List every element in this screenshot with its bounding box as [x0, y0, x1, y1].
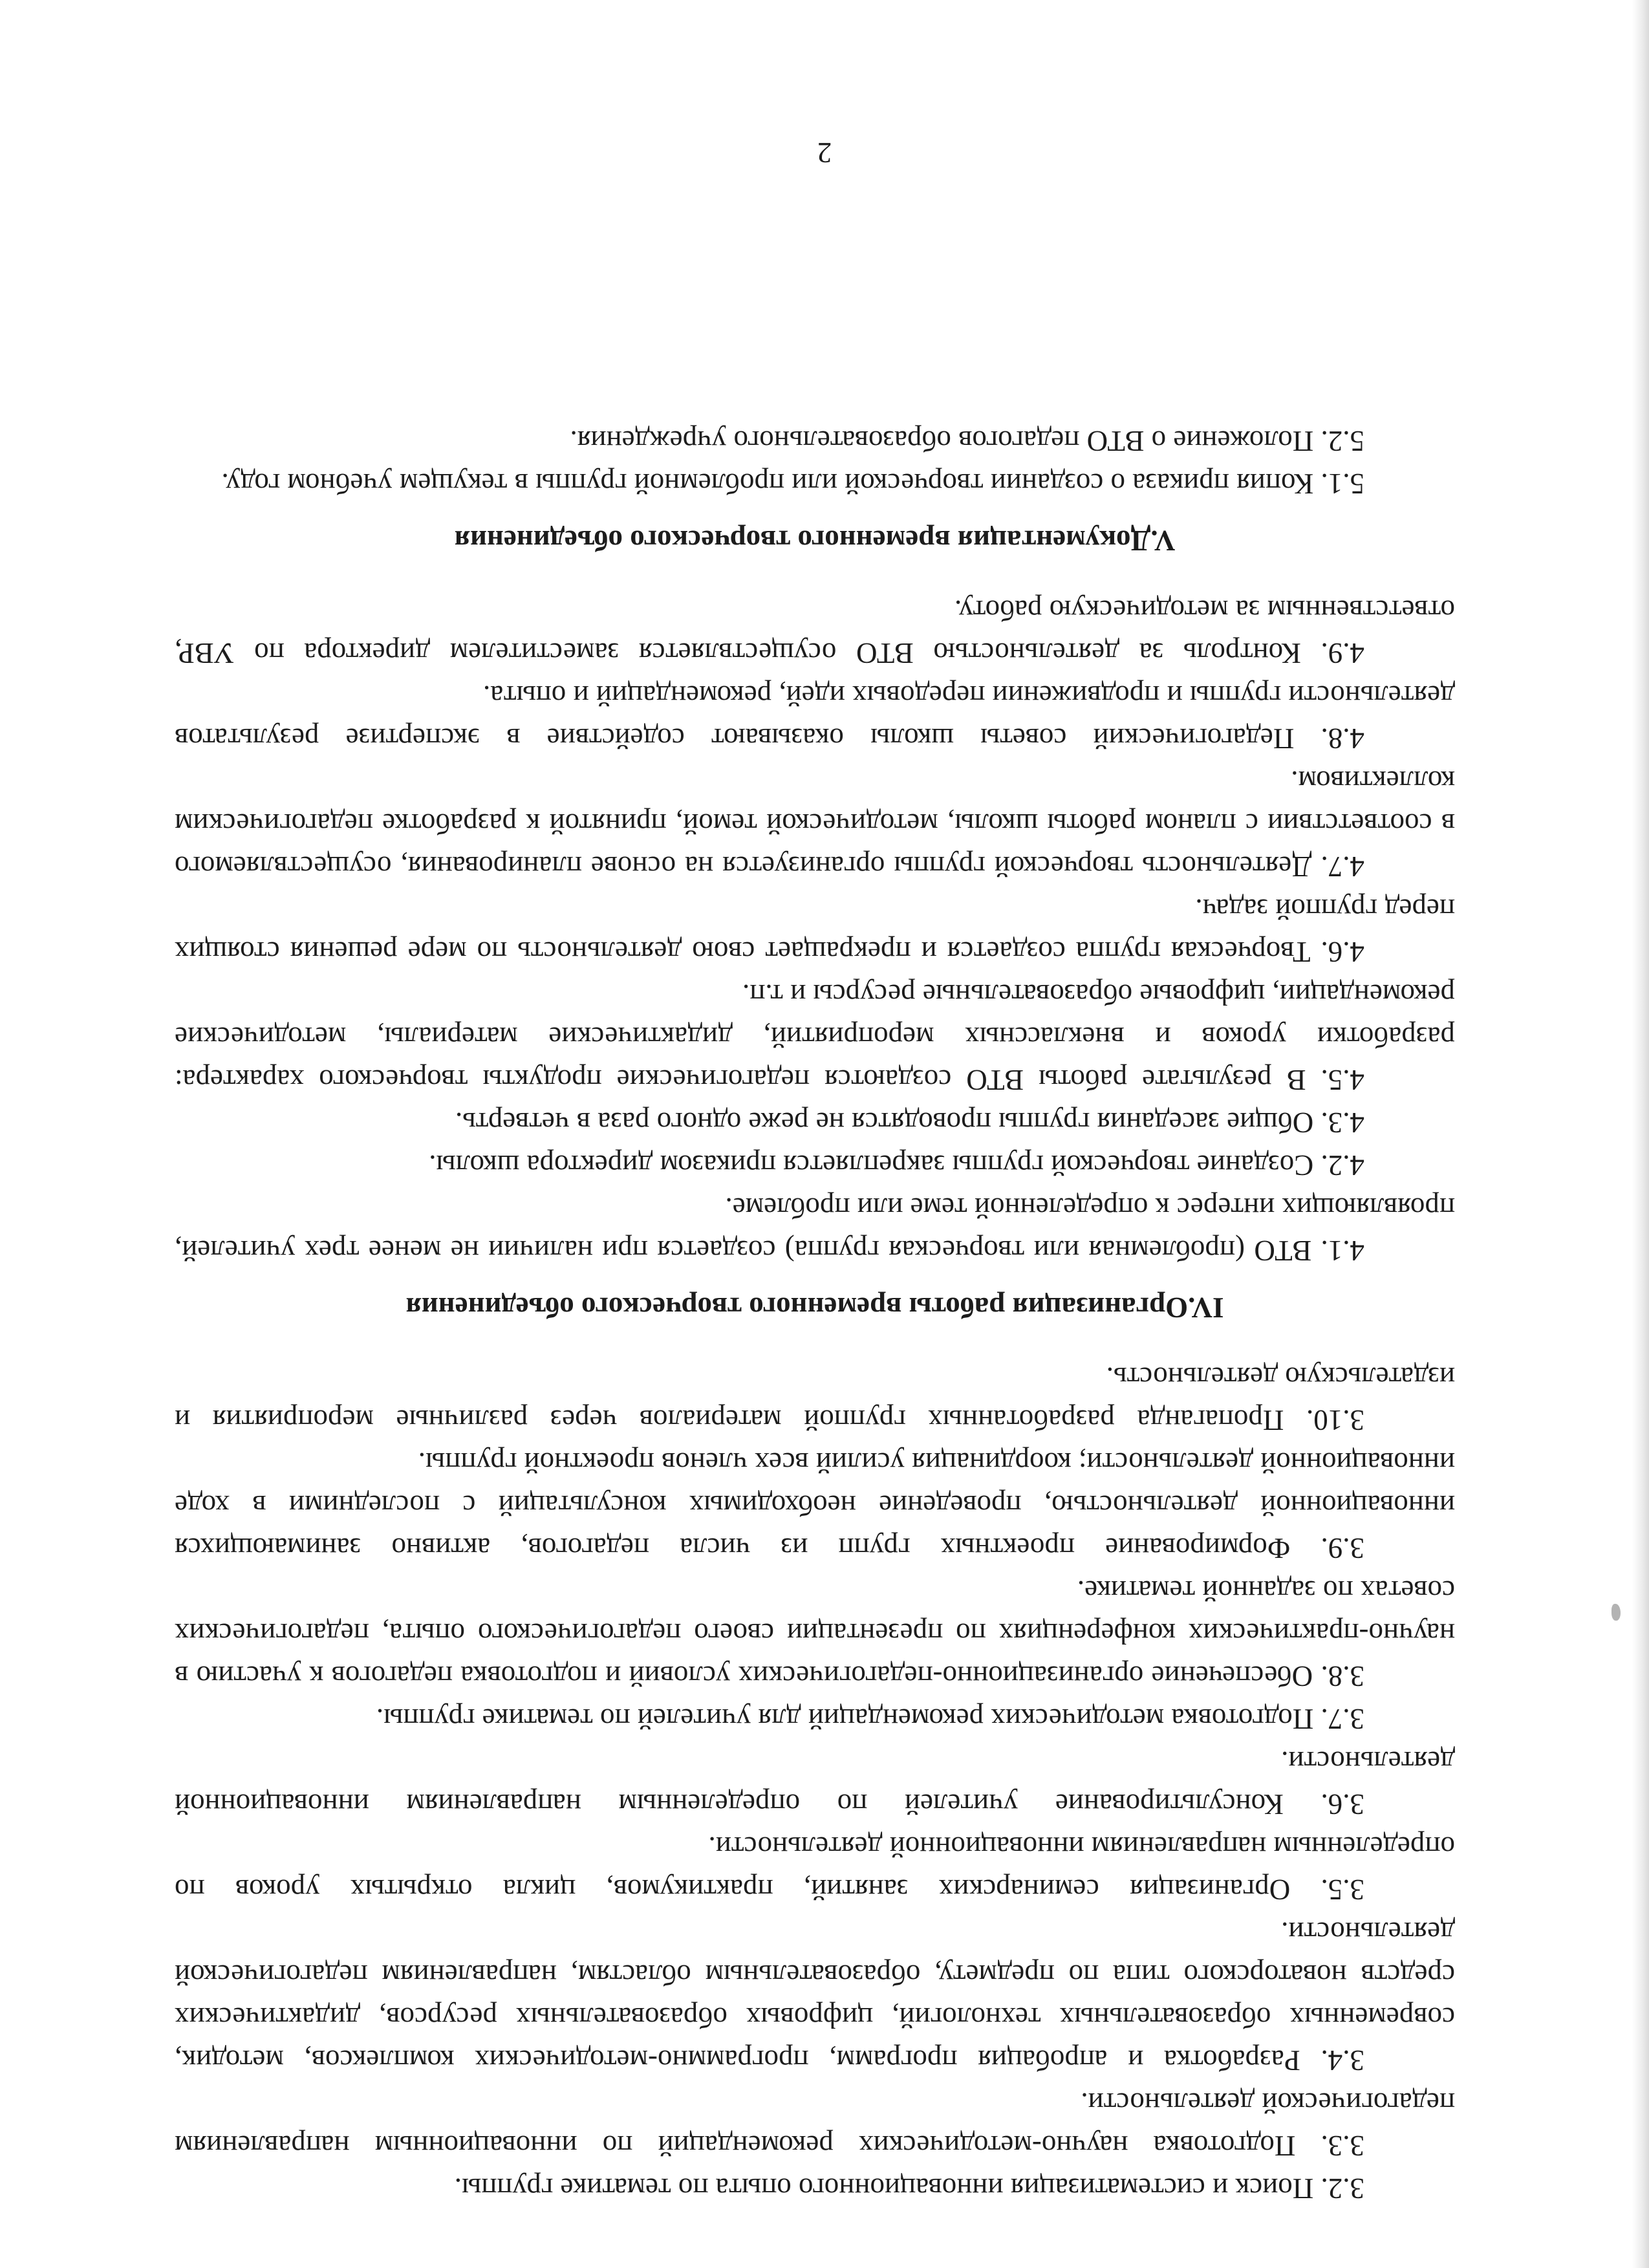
paragraph-4-6: 4.6. Творческая группа создается и прекращает свою деятельность по мере решения стоящих перед группой задач. — [175, 893, 1455, 968]
paragraph-4-3: 4.3. Общие заседания группы проводятся не реже одного раза в четверть. — [455, 1107, 1364, 1139]
paragraph-4-2: 4.2. Создание творческой группы закрепляется приказом директора школы. — [429, 1149, 1364, 1182]
paragraph-4-1: 4.1. ВТО (проблемная или творческая группа) создается при наличии не менее трех учителей, проявляющих интерес к определенной теме или проблеме. — [175, 1192, 1455, 1267]
paragraph-3-10: 3.10. Пропаганда разработанных группой материалов через различные мероприятия и издательскую деятельность. — [175, 1361, 1455, 1436]
paragraph-4-8: 4.8. Педагогический советы школы оказывают содействие в экспертизе результатов деятельности группы и продвижении передовых идей, рекомендаций и опыта. — [175, 680, 1455, 755]
paragraph-3-6: 3.6. Консультирование учителей по определенным направлениям инновационной деятельности. — [175, 1745, 1455, 1820]
paragraph-3-3: 3.3. Подготовка научно-методических рекомендаций по инновационным направлениям педагогической деятельности. — [175, 2087, 1455, 2162]
paragraph-5-2: 5.2. Положение о ВТО педагогов образовательного учреждения. — [570, 425, 1364, 457]
paragraph-4-9: 4.9. Контроль за деятельностью ВТО осуществляется заместителем директора по УВР, ответственным за методическую работу. — [175, 594, 1455, 669]
section-5-heading: V.Документация временного творческого объединения — [454, 524, 1176, 557]
paragraph-4-5: 4.5. В результате работы ВТО создаются педагогические продукты творческого характера: разработки уроков и внеклассных мероприятий, дидактические материалы, методические рекомендации, цифровые образовательные ресурсы и т.п. — [175, 978, 1455, 1096]
paragraph-3-5: 3.5. Организация семинарских занятий, практикумов, цикла открытых уроков по определенным направлениям инновационной деятельности. — [175, 1831, 1455, 1906]
section-4-heading: IV.Организация работы временного творческого объединения — [405, 1291, 1224, 1324]
paragraph-3-8: 3.8. Обеспечение организационно-педагогических условий и подготовка педагогов к участию в научно-практических конференциях по презентации своего педагогического опыта, педагогических советах по заданной тематике. — [175, 1575, 1455, 1692]
document-body — [175, 420, 1455, 2210]
paragraph-3-2: 3.2. Поиск и систематизация инновационного опыта по тематике группы. — [454, 2172, 1364, 2205]
paragraph-3-7: 3.7. Подготовка методических рекомендаций для учителей по тематике группы. — [376, 1703, 1364, 1735]
paragraph-4-7: 4.7. Деятельность творческой группы организуется на основе планирования, осуществляемого в соответствии с планом работы школы, методической темой, принятой к разработке педагогическим коллективом. — [175, 765, 1455, 883]
page-number: 2 — [817, 136, 832, 169]
paragraph-3-4: 3.4. Разработка и апробация программ, программно-методических комплексов, методик, современных образовательных технологий, цифровых образовательных ресурсов, дидактических средств новаторского типа по предмету, образовательным областям, направлениям педагогической деятельности. — [175, 1916, 1455, 2077]
paragraph-3-9: 3.9. Формирование проектных групп из числа педагогов, активно занимающихся инновационной деятельностью, проведение необходимых консультаций с последними в ходе инновационной деятельности; координация усилий всех членов проектной группы. — [175, 1447, 1455, 1564]
paragraph-5-1: 5.1. Копия приказа о создании творческой или проблемной группы в текущем учебном году. — [221, 468, 1364, 500]
